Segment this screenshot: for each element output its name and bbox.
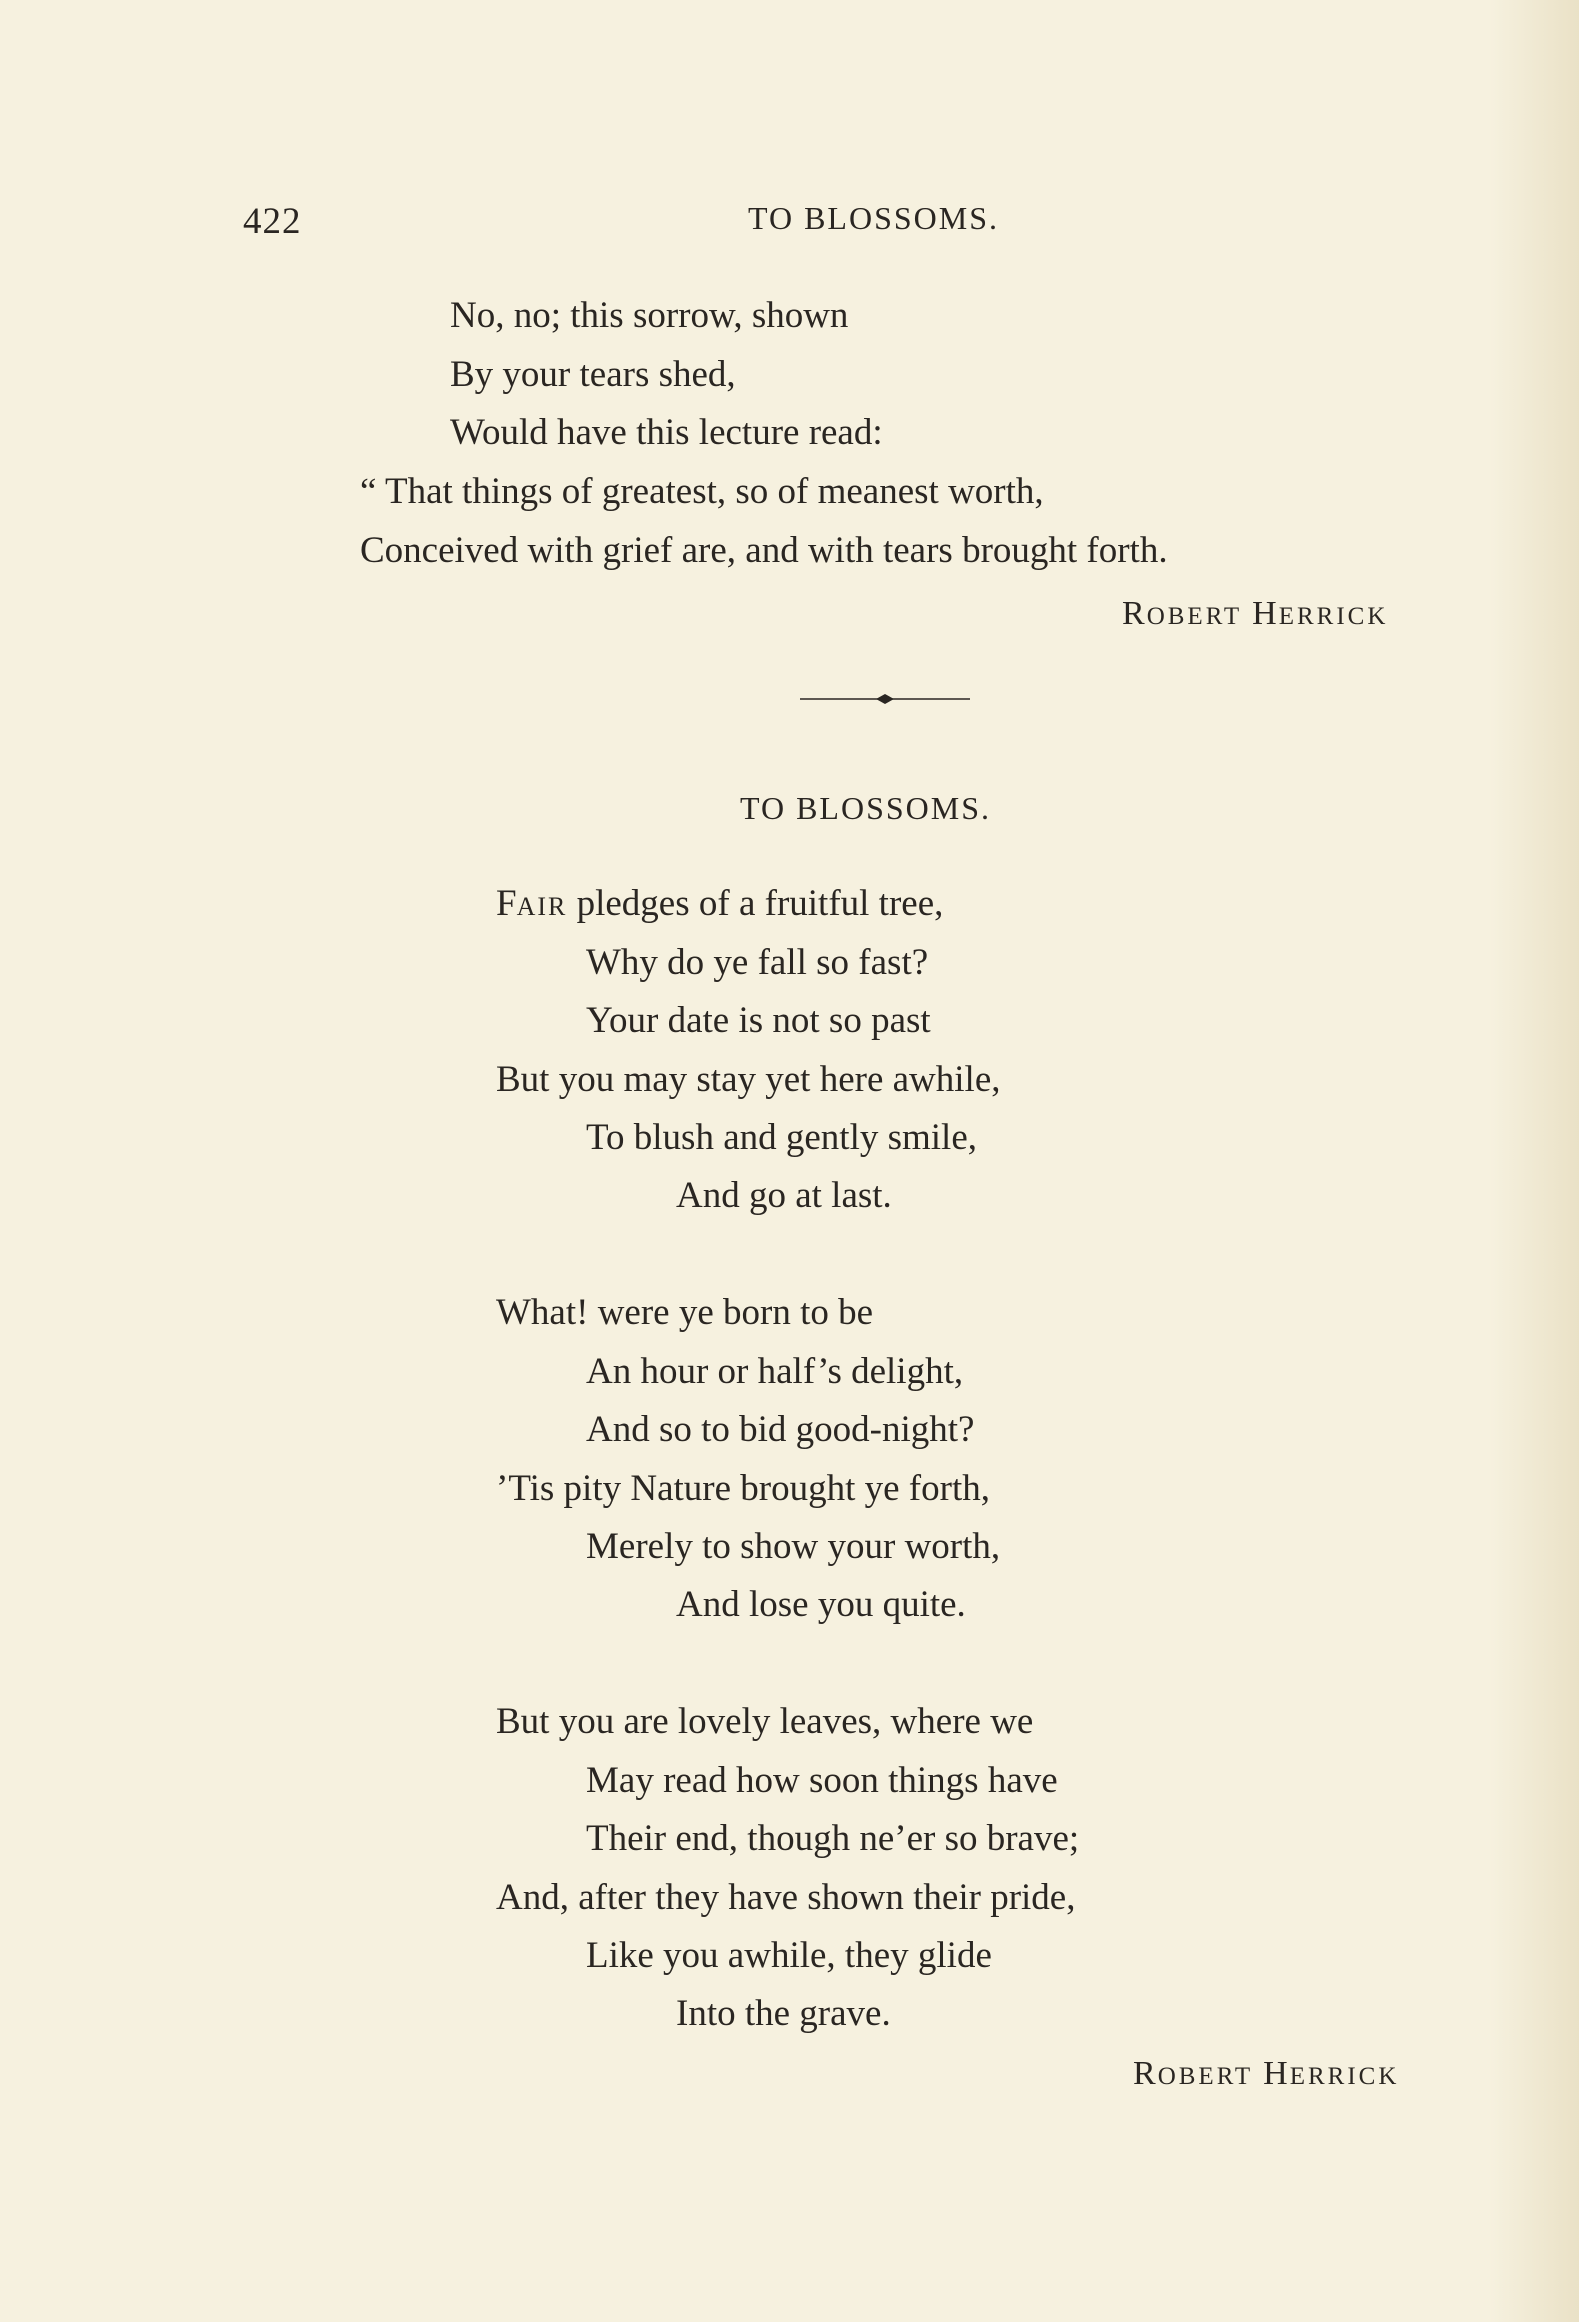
poem-line: Why do ye fall so fast? (586, 942, 929, 983)
poem-line: May read how soon things have (586, 1760, 1058, 1801)
poem-attribution: ROBERT HERRICK (1133, 2055, 1400, 2092)
poem-line: And so to bid good-night? (586, 1409, 975, 1450)
page-number: 422 (243, 201, 302, 242)
poem-line: “ That things of greatest, so of meanest worth, (360, 471, 1044, 512)
poem-line: Like you awhile, they glide (586, 1935, 992, 1976)
poem-title: TO BLOSSOMS. (740, 790, 992, 826)
poem-line: But you may stay yet here awhile, (496, 1059, 1001, 1100)
drop-small-caps-word: FAIR (496, 883, 568, 924)
poem-line: Your date is not so past (586, 1000, 931, 1041)
page-header (0, 200, 1579, 244)
previous-poem-attribution: ROBERT HERRICK (1122, 595, 1389, 632)
poem-line: And go at last. (676, 1175, 892, 1216)
poem-line: ’Tis pity Nature brought ye forth, (496, 1468, 990, 1509)
poem-line: Into the grave. (676, 1993, 891, 2034)
poem-line: And lose you quite. (676, 1584, 966, 1625)
running-title: TO BLOSSOMS. (748, 200, 1000, 236)
poem-first-line: FAIR pledges of a fruitful tree, (496, 883, 944, 924)
page-edge-shadow (1489, 0, 1579, 2322)
poem-line: To blush and gently smile, (586, 1117, 978, 1158)
poem-line: By your tears shed, (450, 354, 736, 395)
poem-line: And, after they have shown their pride, (496, 1877, 1076, 1918)
poem-line: But you are lovely leaves, where we (496, 1701, 1034, 1742)
poem-line: Conceived with grief are, and with tears brought forth. (360, 530, 1168, 571)
poem-line: Their end, though ne’er so brave; (586, 1818, 1080, 1859)
poem-line: An hour or half’s delight, (586, 1351, 964, 1392)
poem-line: What! were ye born to be (496, 1292, 874, 1333)
section-divider-ornament (800, 692, 970, 706)
poem-line: Would have this lecture read: (450, 412, 883, 453)
poem-line: Merely to show your worth, (586, 1526, 1001, 1567)
poem-line: No, no; this sorrow, shown (450, 295, 849, 336)
